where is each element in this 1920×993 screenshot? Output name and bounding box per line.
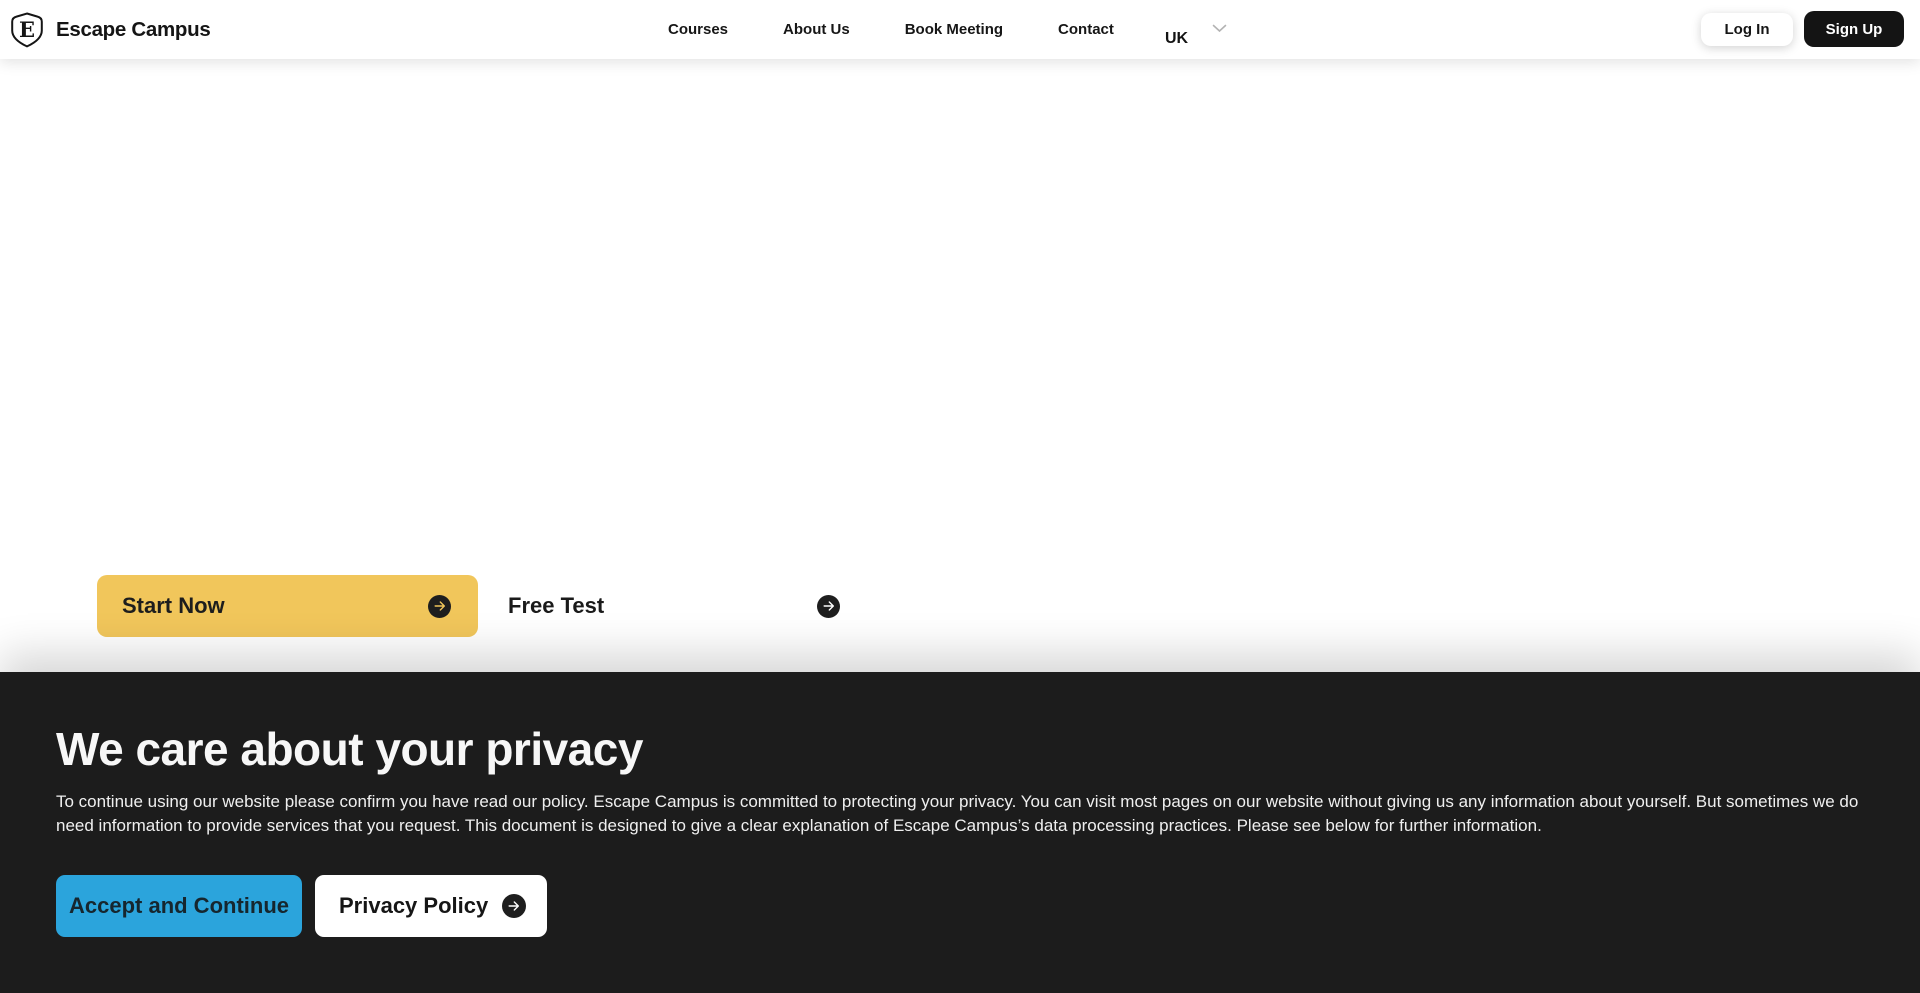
arrow-right-icon <box>502 894 526 918</box>
accept-and-continue-label: Accept and Continue <box>68 892 289 918</box>
shield-logo-icon <box>10 12 44 48</box>
sign-up-label: Sign Up <box>1825 20 1883 38</box>
log-in-button[interactable] <box>1701 13 1793 46</box>
privacy-banner-body: To continue using our website please confirm you have read our policy. Escape Campus is committed to protecting your privacy. You can visit most pages on our website without giving us any information about yourself. But sometimes we do need information to provide services that you request. This document is designed to give a clear explanation of Escape Campus’s data processing practices. Please see below for further information. <box>56 791 1859 836</box>
logo-letter: E <box>18 16 36 42</box>
privacy-consent-banner <box>0 672 1920 993</box>
nav-item-book-meeting[interactable]: Book Meeting <box>904 21 1004 38</box>
nav-item-about-us[interactable]: About Us <box>783 21 850 38</box>
free-test-label: Free Test <box>508 593 605 618</box>
header <box>0 0 1920 59</box>
start-now-button[interactable] <box>97 575 478 637</box>
accept-and-continue-button[interactable] <box>56 875 302 937</box>
log-in-label: Log In <box>1724 21 1770 38</box>
locale-selector[interactable] <box>1165 24 1227 48</box>
main-nav <box>668 0 1114 59</box>
privacy-policy-button[interactable] <box>315 875 547 937</box>
sign-up-button[interactable] <box>1804 11 1904 47</box>
privacy-banner-actions <box>56 875 1864 937</box>
privacy-policy-label: Privacy Policy <box>339 892 489 918</box>
locale-selected-value: UK <box>1165 30 1189 47</box>
brand-name: Escape Campus <box>56 17 211 41</box>
nav-item-courses[interactable]: Courses <box>668 21 729 38</box>
brand-logo[interactable] <box>10 0 210 59</box>
free-test-button[interactable] <box>508 575 840 637</box>
chevron-down-icon <box>1212 24 1227 33</box>
privacy-banner-title: We care about your privacy <box>56 723 643 775</box>
arrow-right-icon <box>428 595 451 618</box>
start-now-label: Start Now <box>122 593 225 618</box>
arrow-right-icon <box>817 595 840 618</box>
nav-item-contact[interactable]: Contact <box>1058 21 1114 38</box>
